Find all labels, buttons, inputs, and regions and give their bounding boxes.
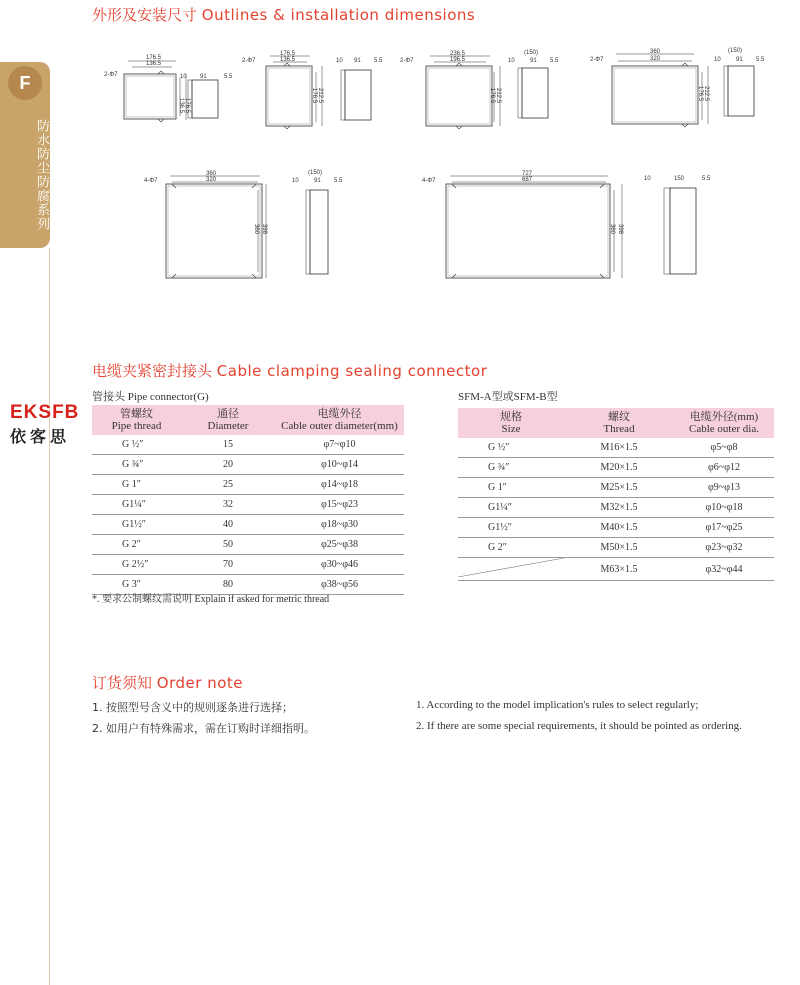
side-dim-a-1: 10: [180, 74, 187, 80]
table-cell: M63×1.5: [564, 558, 674, 581]
side-dim-b-3: 91: [530, 58, 537, 64]
table-cell: φ10~φ14: [275, 455, 404, 475]
side-dim-b-2: 91: [354, 58, 361, 64]
v-inner-label-1: 136.5: [178, 98, 184, 114]
table-cell: φ15~φ23: [275, 495, 404, 515]
brand-name-cn: 依客思: [10, 427, 71, 446]
v-inner-label-3: 176.5: [489, 88, 495, 104]
table-row: [92, 535, 404, 555]
table-cell-diagonal: [458, 558, 564, 581]
side-top-label-4: (150): [728, 48, 743, 54]
pipe-table-caption: 管接头 Pipe connector(G): [92, 391, 209, 403]
header-en: Size: [501, 423, 521, 435]
table-row: [92, 555, 404, 575]
outer-width-label-1: 176.5: [146, 55, 162, 61]
table-row: [458, 498, 774, 518]
hole-label-2: 2-Φ7: [242, 58, 256, 64]
hole-label-3: 2-Φ7: [400, 58, 414, 64]
table-cell: φ25~φ38: [275, 535, 404, 555]
header-en: Thread: [603, 423, 635, 435]
table-cell: G 2″: [92, 535, 181, 555]
outer-width-label-6: 727: [522, 171, 533, 177]
table-cell: G 1″: [458, 478, 564, 498]
table-cell: G 2″: [458, 538, 564, 558]
category-tab: [0, 62, 50, 248]
hole-label-6: 4-Φ7: [422, 178, 436, 184]
table-row: [458, 518, 774, 538]
metric-thread-footnote: *. 要求公制螺纹需说明 Explain if asked for metric thread: [92, 594, 330, 605]
sfm-table-caption: SFM-A型或SFM-B型: [458, 391, 558, 403]
header-en: Pipe thread: [111, 420, 162, 432]
side-dim-a-5: 10: [292, 178, 299, 184]
v-inner-label-5: 360: [253, 224, 259, 235]
side-dim-b-4: 91: [736, 57, 743, 63]
table-cell: φ7~φ10: [275, 435, 404, 455]
cable-title: [92, 360, 487, 381]
table-cell: 25: [181, 475, 275, 495]
table-header-row: [458, 408, 774, 438]
cable-title-cn: 电缆夹紧密封接头: [92, 362, 213, 380]
side-top-label-5: (150): [308, 170, 323, 176]
table-row: [92, 435, 404, 455]
side-dim-a-3: 10: [508, 58, 515, 64]
brand-name-en: EKSFB: [10, 402, 80, 423]
order-title-en: Order note: [156, 674, 243, 692]
table-cell: G ½″: [458, 438, 564, 458]
table-header-row: [92, 405, 404, 435]
table-cell: G 2½″: [92, 555, 181, 575]
table-cell: M16×1.5: [564, 438, 674, 458]
table-cell: φ17~φ25: [674, 518, 774, 538]
outlines-title: [92, 4, 475, 25]
col-header-thread: [564, 408, 674, 438]
order-note-en-1: 1. According to the model implication's rules to select regularly;: [416, 699, 699, 711]
outlines-title-cn: 外形及安装尺寸: [92, 6, 198, 24]
header-en: Diameter: [207, 420, 249, 432]
inner-width-label-3: 196.5: [450, 57, 466, 63]
side-dim-a-4: 10: [714, 57, 721, 63]
table-row: [92, 455, 404, 475]
outline-drawing-2: [240, 50, 390, 130]
v-outer-label-3: 212.5: [495, 88, 501, 104]
table-cell: 20: [181, 455, 275, 475]
table-cell: 15: [181, 435, 275, 455]
v-inner-label-2: 176.5: [311, 88, 317, 104]
side-dim-a-2: 10: [336, 58, 343, 64]
margin-line: [49, 248, 50, 985]
order-note-cn-1: 1. 按照型号含义中的规则逐条进行选择；: [92, 701, 293, 714]
side-dim-b-1: 91: [200, 74, 207, 80]
table-cell: M25×1.5: [564, 478, 674, 498]
v-outer-label-5: 398: [261, 224, 267, 235]
section-letter: F: [8, 66, 42, 100]
table-cell: φ38~φ56: [275, 575, 404, 595]
outer-width-label-4: 360: [650, 49, 661, 55]
table-cell: G 1″: [92, 475, 181, 495]
sfm-table: [458, 408, 774, 581]
order-title: [92, 672, 243, 693]
table-cell: G1¼″: [92, 495, 181, 515]
table-row: [458, 478, 774, 498]
table-cell: φ5~φ8: [674, 438, 774, 458]
outline-drawing-1: [100, 52, 240, 132]
table-cell: φ30~φ46: [275, 555, 404, 575]
col-header-cable-od: [275, 405, 404, 435]
category-label: 防水防尘防腐系列: [34, 119, 49, 231]
side-dim-b-5: 91: [314, 178, 321, 184]
outlines-title-en: Outlines & installation dimensions: [201, 6, 476, 24]
table-cell: G ¾″: [458, 458, 564, 478]
side-dim-b-6: 150: [674, 176, 685, 182]
col-header-diameter: [181, 405, 275, 435]
outline-drawing-4: [588, 46, 778, 130]
order-note-en-2: 2. If there are some special requirements, it should be pointed as ordering.: [416, 720, 742, 732]
v-outer-label-4: 212.5: [703, 86, 709, 102]
table-cell: φ14~φ18: [275, 475, 404, 495]
table-cell: 40: [181, 515, 275, 535]
order-title-cn: 订货须知: [92, 674, 153, 692]
table-cell: M20×1.5: [564, 458, 674, 478]
cable-title-en: Cable clamping sealing connector: [216, 362, 488, 380]
hole-label-5: 4-Φ7: [144, 178, 158, 184]
table-row: [458, 538, 774, 558]
v-outer-label-2: 212.5: [317, 88, 323, 104]
diagonal-slash: [458, 558, 564, 577]
table-cell: G 3″: [92, 575, 181, 595]
outline-drawing-5: [142, 168, 352, 283]
v-outer-label-1: 176.5: [184, 98, 190, 114]
header-cn: 通径: [217, 408, 239, 420]
table-cell: 50: [181, 535, 275, 555]
outline-drawing-3: [398, 48, 568, 130]
side-dim-a-6: 10: [644, 176, 651, 182]
side-dim-c-2: 5.5: [374, 58, 383, 64]
hole-label-1: 2-Φ7: [104, 72, 118, 78]
inner-width-label-1: 136.5: [146, 61, 162, 67]
v-inner-label-4: 176.5: [697, 86, 703, 102]
col-header-cable-od: [674, 408, 774, 438]
v-outer-label-6: 398: [617, 224, 623, 235]
side-dim-c-4: 5.5: [756, 57, 765, 63]
side-dim-c-3: 5.5: [550, 58, 559, 64]
header-en: Cable outer dia.: [689, 423, 759, 435]
order-note-cn-2: 2. 如用户有特殊需求，需在订购时详细指明。: [92, 722, 315, 735]
table-cell: G1½″: [458, 518, 564, 538]
table-cell: φ10~φ18: [674, 498, 774, 518]
header-cn: 电缆外径(mm): [689, 411, 759, 423]
header-cn: 规格: [500, 411, 522, 423]
header-en: Cable outer diameter(mm): [281, 420, 398, 432]
table-row: [92, 475, 404, 495]
table-cell: M50×1.5: [564, 538, 674, 558]
table-cell: φ18~φ30: [275, 515, 404, 535]
outer-width-label-3: 236.5: [450, 51, 466, 57]
brand-logo: [10, 402, 100, 447]
table-cell: G1¼″: [458, 498, 564, 518]
table-cell: φ32~φ44: [674, 558, 774, 581]
table-cell: φ6~φ12: [674, 458, 774, 478]
side-dim-c-5: 5.5: [334, 178, 343, 184]
v-inner-label-6: 360: [609, 224, 615, 235]
table-row: [458, 438, 774, 458]
side-dim-c-1: 5.5: [224, 74, 233, 80]
col-header-pipe-thread: [92, 405, 181, 435]
table-cell: M40×1.5: [564, 518, 674, 538]
outer-width-label-5: 360: [206, 171, 217, 177]
header-cn: 螺纹: [608, 411, 630, 423]
header-cn: 电缆外径: [317, 408, 362, 420]
side-top-label-3: (150): [524, 50, 539, 56]
table-cell: 80: [181, 575, 275, 595]
table-cell: 70: [181, 555, 275, 575]
table-cell: G ½″: [92, 435, 181, 455]
inner-width-label-6: 687: [522, 177, 533, 183]
table-cell: φ23~φ32: [674, 538, 774, 558]
table-cell: G1½″: [92, 515, 181, 535]
outer-width-label-2: 176.5: [280, 51, 296, 57]
outline-drawing-6: [420, 168, 730, 283]
table-cell: φ9~φ13: [674, 478, 774, 498]
col-header-size: [458, 408, 564, 438]
side-dim-c-6: 5.5: [702, 176, 711, 182]
table-row: [458, 558, 774, 581]
inner-width-label-4: 320: [650, 56, 661, 62]
table-row: [92, 495, 404, 515]
table-row: [458, 458, 774, 478]
table-cell: G ¾″: [92, 455, 181, 475]
table-cell: M32×1.5: [564, 498, 674, 518]
table-row: [92, 515, 404, 535]
hole-label-4: 2-Φ7: [590, 57, 604, 63]
inner-width-label-5: 320: [206, 177, 217, 183]
header-cn: 管螺纹: [120, 408, 153, 420]
table-cell: 32: [181, 495, 275, 515]
pipe-connector-table: [92, 405, 404, 595]
inner-width-label-2: 136.5: [280, 57, 296, 63]
